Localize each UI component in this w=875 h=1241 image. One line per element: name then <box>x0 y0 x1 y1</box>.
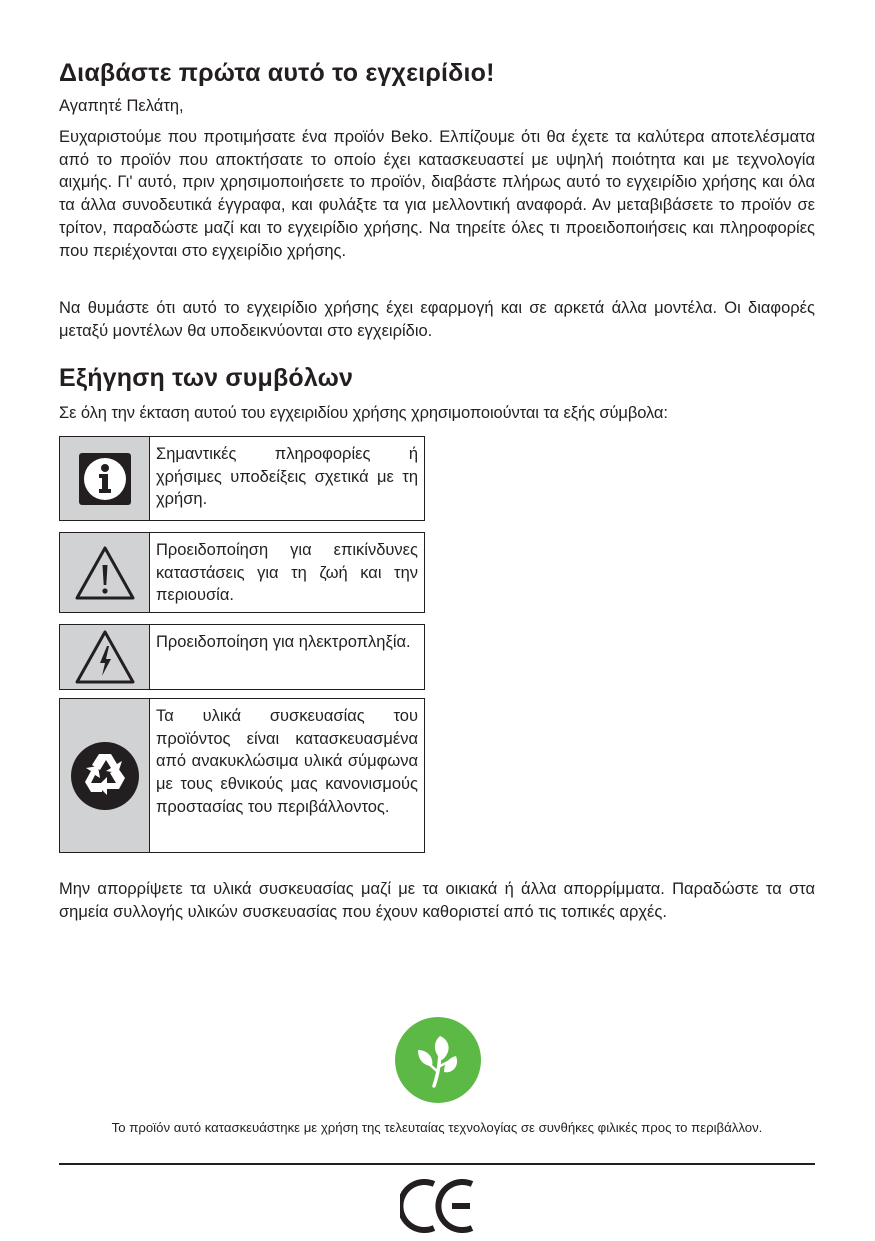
symbol-row-electric <box>59 624 425 690</box>
symbol-icon-cell <box>60 437 150 520</box>
electric-shock-icon <box>74 629 136 685</box>
symbol-row-info <box>59 436 425 521</box>
recycling-icon <box>69 740 141 812</box>
salutation: Αγαπητέ Πελάτη, <box>59 97 184 115</box>
info-icon <box>78 452 132 506</box>
symbol-icon-cell <box>60 533 150 612</box>
symbol-row-recycling <box>59 698 425 853</box>
symbol-description: Προειδοποίηση για ηλεκτροπληξία. <box>156 633 411 651</box>
symbols-intro: Σε όλη την έκταση αυτού του εγχειριδίου χρήσης χρησιμοποιούνται τα εξής σύμβολα: <box>59 404 668 422</box>
symbol-description: Τα υλικά συσκευασίας του προϊόντος είναι κατασκευασμένα από ανακυκλώσιμα υλικά σύμφωνα με τους εθνικούς μας κανονισμούς προστασίας του περιβάλλοντος. <box>156 707 418 816</box>
eco-caption: Το προϊόν αυτό κατασκευάστηκε με χρήση της τελευταίας τεχνολογίας σε συνθήκες φιλικές προς το περιβάλλον. <box>111 1120 763 1135</box>
symbol-row-warning <box>59 532 425 613</box>
eco-leaf-icon <box>394 1016 482 1104</box>
models-paragraph: Να θυμάστε ότι αυτό το εγχειρίδιο χρήσης έχει εφαρμογή και σε αρκετά άλλα μοντέλα. Οι διαφορές μεταξύ μοντέλων θα υποδεικνύονται στο εγχειρίδιο. <box>59 299 815 340</box>
symbol-icon-cell <box>60 699 150 852</box>
divider <box>59 1163 815 1165</box>
symbol-description: Προειδοποίηση για επικίνδυνες καταστάσεις για τη ζωή και την περιουσία. <box>156 541 418 605</box>
disposal-paragraph: Μην απορρίψετε τα υλικά συσκευασίας μαζί με τα οικιακά ή άλλα απορρίμματα. Παραδώστε τα στα σημεία συλλογής υλικών συσκευασίας που έχουν καθοριστεί από τις τοπικές αρχές. <box>59 880 815 921</box>
warning-triangle-icon <box>74 545 136 601</box>
intro-paragraph: Ευχαριστούμε που προτιμήσατε ένα προϊόν Beko. Ελπίζουμε ότι θα έχετε τα καλύτερα αποτελέσματα από το προϊόν που αποκτήσατε το οποίο έχει κατασκευαστεί με υψηλή ποιότητα και με τεχνολογία αιχμής. Γι' αυτό, πριν χρησιμοποιήσετε το προϊόν, διαβάστε πλήρως αυτό το εγχειρίδιο χρήσης και όλα τα άλλα συνοδευτικά έγγραφα, και φυλάξτε τα για μελλοντική αναφορά. Αν μεταβιβάσετε το προϊόν σε τρίτον, παραδώστε μαζί και το εγχειρίδιο χρήσης. Να τηρείτε όλες τι προειδοποιήσεις και πληροφορίες που περιέχονται στο εγχειρίδιο χρήσης. <box>59 128 815 260</box>
page-title: Διαβάστε πρώτα αυτό το εγχειρίδιο! <box>59 59 495 87</box>
symbols-heading: Εξήγηση των συμβόλων <box>59 364 354 392</box>
symbol-icon-cell <box>60 625 150 689</box>
symbol-description: Σημαντικές πληροφορίες ή χρήσιμες υποδείξεις σχετικά με τη χρήση. <box>156 445 418 509</box>
ce-mark-icon <box>400 1178 476 1234</box>
